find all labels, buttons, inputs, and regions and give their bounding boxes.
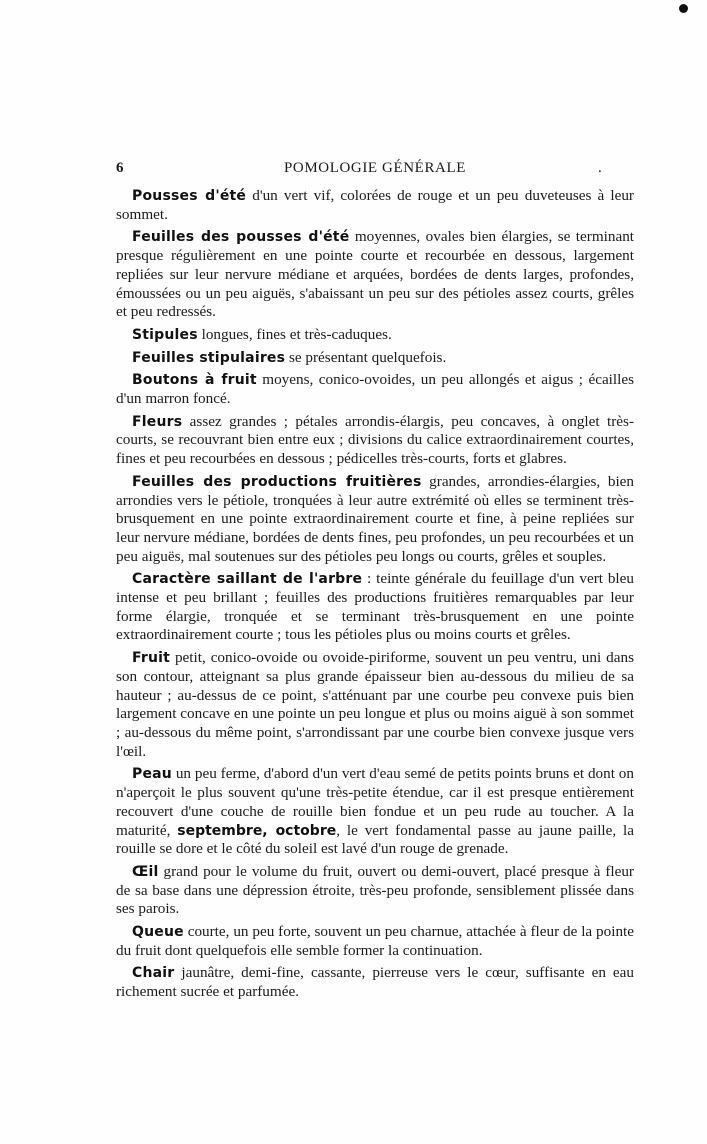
paragraph-fruit [116,649,634,761]
paragraph-queue [116,923,634,960]
paragraph-feuilles-stipulaires [116,349,634,368]
term-heading: Chair [132,965,175,982]
paragraph-text: grand pour le volume du fruit, ouvert ou demi-ouvert, placé presque à fleur de sa base dans une dépression étroite, très-peu profonde, sensiblement plissée dans ses parois. [116,862,634,918]
paragraph-text: d'un vert vif, colorées de rouge et un peu duveteuses à leur sommet. [116,187,634,223]
running-header [116,160,634,180]
paragraph-text: grandes, arrondies-élargies, bien arrondies vers le pétiole, tronquées à leur autre extrémité où elles se terminent très-brusquement en une pointe extraordinairement courte et fine, à peine repliées sur leur nervure médiane, bordées de dents fines, peu profondes, un peu recourbées et un peu aiguës, mal soutenues sur des pétioles peu longs ou courts, grêles et souples. [116,472,634,565]
paragraph-peau [116,765,634,859]
paragraph-text: moyens, conico-ovoides, un peu allongés et aigus ; écailles d'un marron foncé. [116,371,634,408]
paragraph-text: , le vert fondamental passe au jaune paille, la rouille se dore et le côté du soleil est lavé d'un rouge de grenade. [116,821,634,858]
paragraph-text: assez grandes ; pétales arrondis-élargis, peu concaves, à onglet très-courts, se recouvrant bien entre eux ; divisions du calice extraordinairement courtes, fines et peu recourbées en dessous ; pédicelles très-courts, forts et glabres. [116,412,634,468]
header-mark: . [598,160,602,176]
paragraph-text: jaunâtre, demi-fine, cassante, pierreuse vers le cœur, suffisante en eau richement sucrée et parfumée. [116,964,634,1001]
paragraph-text: longues, fines et très-caduques. [197,325,392,343]
term-heading: Pousses d'été [132,188,247,204]
page-body [116,187,634,1006]
paragraph-text: petit, conico-ovoide ou ovoide-piriforme, souvent un peu ventru, uni dans son contour, atteignant sa plus grande épaisseur bien au-dessous du milieu de sa hauteur ; au-dessus de ce point, s'atténuant par une courbe peu convexe puis bien largement concave en une pointe un peu longue et plus ou moins aiguë à son sommet ; au-dessous du même point, s'arrondissant par une courbe bien convexe jusque vers l'œil. [116,649,634,760]
term-heading: Feuilles stipulaires [132,349,286,366]
term-heading: Œil [132,863,159,880]
term-heading: Boutons à fruit [132,372,257,389]
paragraph-boutons [116,371,634,408]
term-heading: Feuilles des productions fruitières [132,473,422,490]
ink-spot [679,4,688,13]
paragraph-stipules [116,326,634,345]
page-number: 6 [116,160,124,176]
term-heading: Stipules [132,326,198,343]
term-heading: Caractère saillant de l'arbre [132,571,363,588]
maturity-months: septembre, octobre [177,822,337,839]
term-heading: Fruit [132,650,171,667]
paragraph-feuilles-productions [116,473,634,567]
paragraph-text: courte, un peu forte, souvent un peu charnue, attachée à fleur de la pointe du fruit dont quelquefois elle semble former la continuation. [116,923,634,959]
term-heading: Fleurs [132,413,183,430]
paragraph-oeil [116,863,634,919]
paragraph-caractere [116,570,634,645]
term-heading: Queue [132,924,184,941]
paragraph-feuilles-pousses [116,228,634,322]
paragraph-text: un peu ferme, d'abord d'un vert d'eau semé de petits points bruns et dont on n'aperçoit le plus souvent qu'une très-petite étendue, car il est presque entièrement recouvert d'une couche de rouille bien fondue et un peu rude au toucher. A la maturité, [116,765,634,839]
term-heading: Feuilles des pousses d'été [132,229,350,246]
paragraph-pousses [116,187,634,224]
paragraph-text: moyennes, ovales bien élargies, se terminant presque régulièrement en une pointe courte et recourbée en dessous, largement repliées sur leur nervure médiane et arquées, bordées de dents larges, profondes, émoussées ou un peu aiguës, s'abaissant un peu sur des pétioles assez courts, grêles et peu redressés. [116,228,635,321]
term-heading: Peau [132,766,172,783]
running-title: POMOLOGIE GÉNÉRALE [283,160,467,176]
paragraph-fleurs [116,413,634,469]
paragraph-text: : teinte générale du feuillage d'un vert bleu intense et peu brillant ; feuilles des productions fruitières remarquables par leur forme élargie, tronquée et se terminant très-brusquement en une pointe extraordinairement courte ; tous les pétioles plus ou moins courts et grêles. [116,570,634,644]
paragraph-chair [116,964,634,1001]
paragraph-text: se présentant quelquefois. [285,348,447,366]
